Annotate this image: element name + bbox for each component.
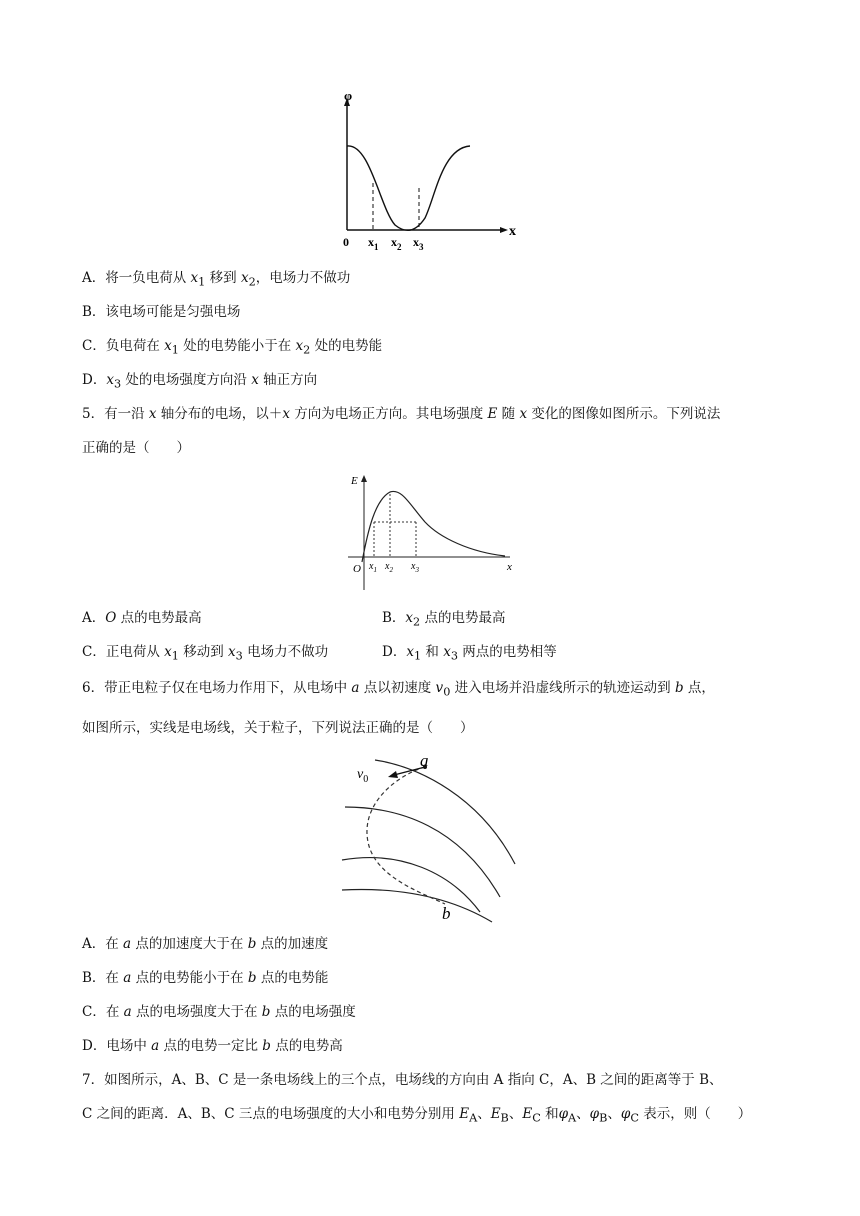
tick-x3: $x_3$ (411, 561, 419, 574)
x-axis-label: x (507, 561, 512, 573)
v0-arrow-head (388, 771, 398, 778)
a-label: a (420, 752, 429, 770)
v0-label: $v_0$ (357, 767, 369, 785)
field-line-3 (342, 858, 480, 912)
tick-x1: $x_1$ (368, 235, 379, 252)
q4-option-a: A．将一负电荷从 $x_1$ 移到 $x_2$，电场力不做功 (82, 270, 351, 289)
q5-stem-line1: 5．有一沿 x 轴分布的电场，以＋x 方向为电场正方向。其电场强度 E 随 x 变化的图像如图所示。下列说法 (82, 406, 721, 422)
x-axis-label: x (509, 224, 516, 239)
field-line-2 (345, 807, 500, 897)
phi-x-graph (330, 88, 530, 258)
tick-x3: $x_3$ (413, 235, 424, 252)
q4-option-d: D．$x_3$ 处的电场强度方向沿 x 轴正方向 (82, 372, 318, 391)
q7-stem-line1: 7．如图所示，A、B、C 是一条电场线上的三个点，电场线的方向由 A 指向 C，A、B 之间的距离等于 B、 (82, 1072, 723, 1088)
tick-x2: $x_2$ (391, 235, 402, 252)
field-line-4 (342, 889, 492, 922)
q5-option-a: A．O 点的电势最高 (82, 610, 202, 626)
q6-stem-line1: 6．带正电粒子仅在电场力作用下，从电场中 a 点以初速度 $v_0$ 进入电场并沿虚线所示的轨迹运动到 b 点， (82, 680, 715, 699)
x-axis-arrow (500, 227, 508, 233)
q6-stem-line2: 如图所示，实线是电场线，关于粒子，下列说法正确的是（ ） (82, 720, 474, 736)
field-lines-figure (340, 752, 530, 932)
q6-option-b: B．在 a 点的电势能小于在 b 点的电势能 (82, 970, 329, 986)
y-axis-label: φ (344, 88, 353, 103)
q5-option-d: D．$x_1$ 和 $x_3$ 两点的电势相等 (382, 644, 557, 663)
tick-x1: $x_1$ (369, 561, 377, 574)
phi-curve (347, 146, 470, 230)
trajectory (367, 767, 445, 904)
q6-option-d: D．电场中 a 点的电势一定比 b 点的电势高 (82, 1038, 343, 1054)
y-axis-label: E (351, 475, 358, 487)
b-label: b (442, 904, 451, 923)
y-axis-arrow (361, 475, 367, 482)
q5-stem-line2: 正确的是（ ） (82, 440, 190, 456)
q7-stem-line2: C 之间的距离．A、B、C 三点的电场强度的大小和电势分别用 $E_A$、$E_B$、$E_C$ 和$\varphi_A$、$\varphi_B$、$\varphi_C$ 表示，则（ ） (82, 1106, 752, 1125)
q4-option-b: B．该电场可能是匀强电场 (82, 304, 241, 320)
q6-option-a: A．在 a 点的加速度大于在 b 点的加速度 (82, 936, 329, 952)
origin-label: 0 (343, 235, 349, 249)
e-curve (362, 491, 505, 562)
q6-option-c: C．在 a 点的电场强度大于在 b 点的电场强度 (82, 1004, 356, 1020)
q5-option-b: B．$x_2$ 点的电势最高 (382, 610, 506, 629)
e-x-graph (340, 470, 530, 600)
q4-option-c: C．负电荷在 $x_1$ 处的电势能小于在 $x_2$ 处的电势能 (82, 338, 383, 357)
q5-option-c: C．正电荷从 $x_1$ 移动到 $x_3$ 电场力不做功 (82, 644, 329, 663)
tick-x2: $x_2$ (385, 561, 393, 574)
origin-label: O (353, 563, 361, 575)
